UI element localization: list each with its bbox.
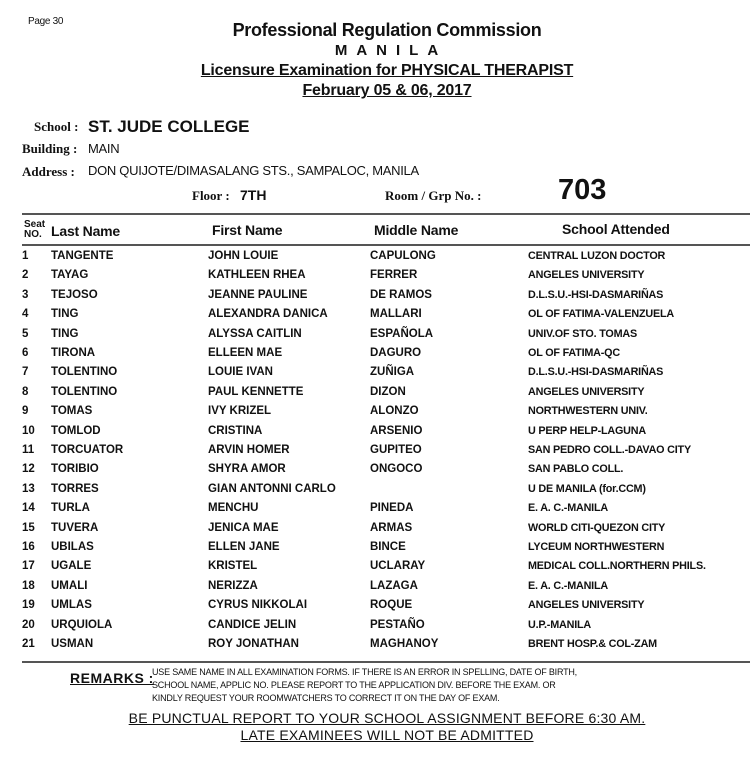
address-value: DON QUIJOTE/DIMASALANG STS., SAMPALOC, MANILA xyxy=(88,163,419,178)
first-name: JENICA MAE xyxy=(208,521,279,534)
school-attended: ANGELES UNIVERSITY xyxy=(528,269,645,282)
first-name: JEANNE PAULINE xyxy=(208,288,308,301)
school-attended: NORTHWESTERN UNIV. xyxy=(528,405,648,418)
late-notice: LATE EXAMINEES WILL NOT BE ADMITTED xyxy=(240,727,534,743)
seat-number: 11 xyxy=(22,444,35,456)
middle-name: ARSENIO xyxy=(370,424,423,437)
school-attended: WORLD CITI-QUEZON CITY xyxy=(528,521,666,534)
seat-number: 1 xyxy=(22,250,29,262)
first-name: ELLEEN MAE xyxy=(208,347,283,359)
seat-number: 12 xyxy=(22,463,35,476)
middle-name: DAGURO xyxy=(370,347,422,359)
middle-name: ALONZO xyxy=(370,405,419,418)
last-name: TEJOSO xyxy=(51,288,98,301)
last-name: TING xyxy=(51,308,79,321)
school-attended: E. A. C.-MANILA xyxy=(528,579,608,592)
last-name: TUVERA xyxy=(51,521,99,534)
table-header-rule xyxy=(22,244,750,246)
last-name: TOLENTINO xyxy=(51,366,118,379)
school-value: ST. JUDE COLLEGE xyxy=(88,117,250,136)
middle-name: UCLARAY xyxy=(370,560,426,573)
seat-number: 9 xyxy=(22,405,29,418)
table-row xyxy=(0,483,750,502)
school-attended-header: School Attended xyxy=(562,221,670,237)
seat-number: 16 xyxy=(22,541,35,553)
school-attended: U PERP HELP-LAGUNA xyxy=(528,424,646,437)
remarks-text: USE SAME NAME IN ALL EXAMINATION FORMS. IF THERE IS AN ERROR IN SPELLING, DATE OF BIRTH, SCHOOL NAME, APPLIC NO. PLEASE REPORT TO THE APPLICATION DIV. BEFORE THE EXAM. OR KINDLY REQUEST YOUR ROOMWATCHERS TO CORRECT IT ON THE DAY OF EXAM. xyxy=(152,667,577,703)
building-label: Building : xyxy=(22,141,78,156)
last-name: UGALE xyxy=(51,560,92,573)
school-attended: SAN PEDRO COLL.-DAVAO CITY xyxy=(528,444,691,456)
table-row xyxy=(0,425,750,444)
first-name: ALYSSA CAITLIN xyxy=(208,327,302,340)
seat-number: 14 xyxy=(22,502,35,515)
seat-number: 15 xyxy=(22,521,35,534)
last-name: USMAN xyxy=(51,638,94,650)
school-attended: MEDICAL COLL.NORTHERN PHILS. xyxy=(528,560,706,573)
table-row xyxy=(0,250,750,269)
first-name: IVY KRIZEL xyxy=(208,405,272,418)
last-name: TIRONA xyxy=(51,347,96,359)
middle-name: CAPULONG xyxy=(370,250,436,262)
middle-name: ESPAÑOLA xyxy=(370,327,434,340)
last-name: TORCUATOR xyxy=(51,444,124,456)
middle-name: BINCE xyxy=(370,541,406,553)
school-attended: OL OF FATIMA-QC xyxy=(528,347,620,359)
last-name: URQUIOLA xyxy=(51,618,113,631)
seat-number: 18 xyxy=(22,579,35,592)
table-row xyxy=(0,289,750,308)
last-name: TOMLOD xyxy=(51,424,101,437)
first-name: JOHN LOUIE xyxy=(208,250,279,262)
middle-name: PINEDA xyxy=(370,502,414,515)
school-attended: U DE MANILA (for.CCM) xyxy=(528,482,646,495)
table-row xyxy=(0,560,750,579)
first-name: LOUIE IVAN xyxy=(208,366,273,379)
middle-name: MAGHANOY xyxy=(370,638,439,650)
last-name: TORIBIO xyxy=(51,463,99,476)
last-name: TING xyxy=(51,327,79,340)
page-number: Page 30 xyxy=(28,16,64,27)
first-name: KATHLEEN RHEA xyxy=(208,269,306,282)
building-value: MAIN xyxy=(88,141,120,156)
first-name: ARVIN HOMER xyxy=(208,444,290,456)
seat-number: 7 xyxy=(22,366,29,379)
first-name: NERIZZA xyxy=(208,579,258,592)
middle-name: LAZAGA xyxy=(370,579,418,592)
last-name: TURLA xyxy=(51,502,90,515)
middle-name: ROQUE xyxy=(370,599,413,612)
last-name: TOMAS xyxy=(51,405,93,418)
school-attended: SAN PABLO COLL. xyxy=(528,463,624,476)
school-label: School : xyxy=(34,119,79,134)
first-name: MENCHU xyxy=(208,502,259,515)
table-top-rule xyxy=(22,213,750,215)
seat-number: 6 xyxy=(22,347,29,359)
table-row xyxy=(0,599,750,618)
school-attended: ANGELES UNIVERSITY xyxy=(528,599,645,612)
first-name: CYRUS NIKKOLAI xyxy=(208,599,308,612)
last-name: UMLAS xyxy=(51,599,92,612)
seat-header: Seat NO. xyxy=(24,219,46,240)
table-row xyxy=(0,347,750,366)
first-name: CANDICE JELIN xyxy=(208,618,297,631)
table-row xyxy=(0,541,750,560)
table-row xyxy=(0,328,750,347)
school-attended: E. A. C.-MANILA xyxy=(528,502,608,515)
first-name: KRISTEL xyxy=(208,560,258,573)
agency-title: Professional Regulation Commission xyxy=(232,20,542,40)
middle-name: DE RAMOS xyxy=(370,288,432,301)
seat-number: 19 xyxy=(22,599,35,612)
table-row xyxy=(0,405,750,424)
last-name: UBILAS xyxy=(51,541,94,553)
table-row xyxy=(0,444,750,463)
seat-number: 8 xyxy=(22,385,29,398)
seat-number: 13 xyxy=(22,482,35,495)
table-row xyxy=(0,619,750,638)
first-name: ROY JONATHAN xyxy=(208,638,299,650)
table-row xyxy=(0,502,750,521)
first-name: ELLEN JANE xyxy=(208,541,280,553)
exam-date: February 05 & 06, 2017 xyxy=(302,82,472,99)
address-label: Address : xyxy=(22,164,75,179)
table-row xyxy=(0,638,750,657)
table-row xyxy=(0,308,750,327)
first-name: PAUL KENNETTE xyxy=(208,385,304,398)
table-row xyxy=(0,522,750,541)
room-label: Room / Grp No. : xyxy=(385,188,482,203)
first-name: GIAN ANTONNI CARLO xyxy=(208,482,336,495)
middle-name: FERRER xyxy=(370,269,418,282)
seat-number: 10 xyxy=(22,424,35,437)
middle-name: MALLARI xyxy=(370,308,422,321)
last-name: TAYAG xyxy=(51,269,89,282)
remarks-label: REMARKS : xyxy=(70,670,154,686)
floor-value: 7TH xyxy=(240,187,267,203)
exam-title: Licensure Examination for PHYSICAL THERAPIST xyxy=(200,62,574,79)
table-row xyxy=(0,386,750,405)
last-name: TANGENTE xyxy=(51,250,114,262)
school-attended: ANGELES UNIVERSITY xyxy=(528,385,645,398)
last-name: TORRES xyxy=(51,482,99,495)
seat-number: 21 xyxy=(22,638,35,650)
middle-name: DIZON xyxy=(370,385,406,398)
punctuality-notice: BE PUNCTUAL REPORT TO YOUR SCHOOL ASSIGNMENT BEFORE 6:30 AM. xyxy=(128,710,646,726)
middle-name-header: Middle Name xyxy=(374,222,459,238)
school-attended: U.P.-MANILA xyxy=(528,618,591,631)
middle-name: GUPITEO xyxy=(370,444,422,456)
school-attended: OL OF FATIMA-VALENZUELA xyxy=(528,308,674,321)
last-name: UMALI xyxy=(51,579,88,592)
first-name: SHYRA AMOR xyxy=(208,463,286,476)
table-row xyxy=(0,366,750,385)
seat-number: 4 xyxy=(22,308,29,321)
floor-label: Floor : xyxy=(192,188,230,203)
middle-name: ZUÑIGA xyxy=(370,366,415,379)
last-name-header: Last Name xyxy=(51,223,121,239)
seat-number: 5 xyxy=(22,327,29,340)
school-attended: CENTRAL LUZON DOCTOR xyxy=(528,250,666,262)
first-name: CRISTINA xyxy=(208,424,263,437)
school-attended: D.L.S.U.-HSI-DASMARIÑAS xyxy=(528,288,664,301)
table-row xyxy=(0,580,750,599)
middle-name: ONGOCO xyxy=(370,463,423,476)
table-bottom-rule xyxy=(22,661,750,663)
middle-name: ARMAS xyxy=(370,521,413,534)
seat-number: 2 xyxy=(22,269,29,282)
seat-number: 17 xyxy=(22,560,35,573)
first-name: ALEXANDRA DANICA xyxy=(208,308,328,321)
city-title: MANILA xyxy=(334,42,448,59)
room-number: 703 xyxy=(558,174,607,206)
school-attended: BRENT HOSP.& COL-ZAM xyxy=(528,638,657,650)
table-row xyxy=(0,269,750,288)
last-name: TOLENTINO xyxy=(51,385,118,398)
table-row xyxy=(0,463,750,482)
seat-number: 3 xyxy=(22,288,29,301)
first-name-header: First Name xyxy=(212,222,283,238)
middle-name: PESTAÑO xyxy=(370,618,425,631)
school-attended: D.L.S.U.-HSI-DASMARIÑAS xyxy=(528,366,664,379)
seat-number: 20 xyxy=(22,618,35,631)
school-attended: UNIV.OF STO. TOMAS xyxy=(528,327,637,340)
school-attended: LYCEUM NORTHWESTERN xyxy=(528,541,665,553)
